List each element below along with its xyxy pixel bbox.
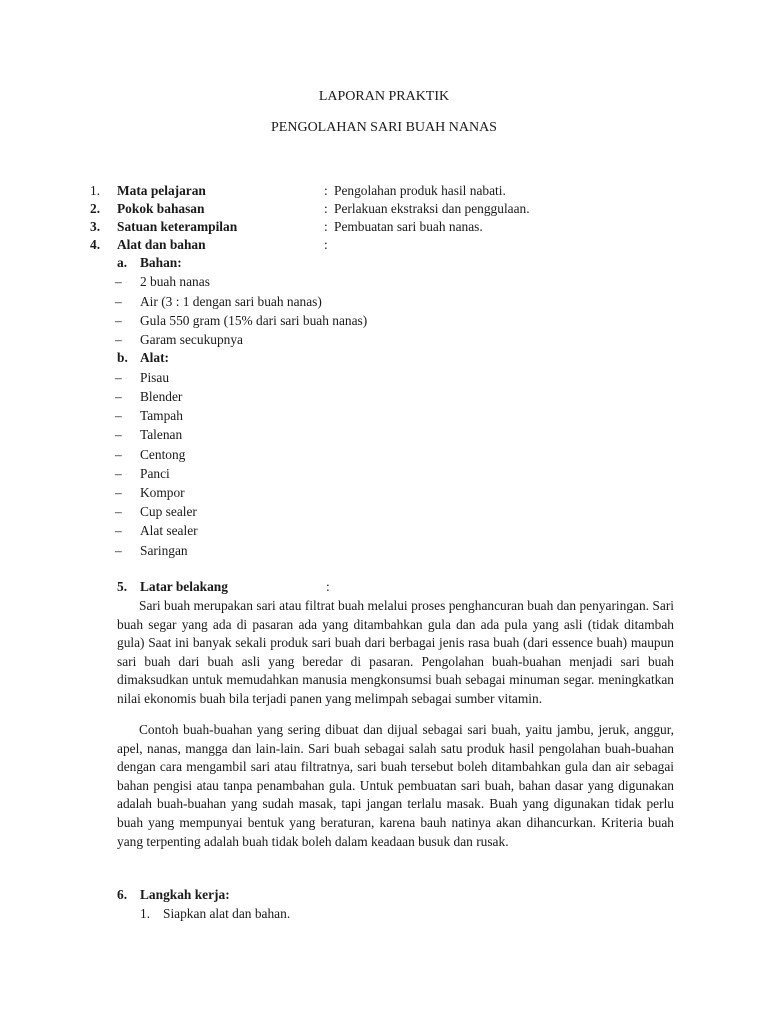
alat-item: Blender	[140, 389, 183, 404]
alat-item: Kompor	[140, 485, 185, 500]
alat-label: Alat:	[140, 350, 170, 365]
dash-bullet: –	[115, 447, 122, 462]
dash-bullet: –	[115, 543, 122, 558]
document-title: LAPORAN PRAKTIK	[318, 89, 450, 104]
bahan-item: Garam secukupnya	[140, 332, 243, 347]
alat-item: Centong	[140, 447, 186, 462]
dash-bullet: –	[115, 370, 122, 385]
dash-bullet: –	[115, 274, 122, 289]
dash-bullet: –	[115, 485, 122, 500]
dash-bullet: –	[115, 523, 122, 538]
section-number: 1.	[90, 183, 101, 198]
dash-bullet: –	[115, 427, 122, 442]
dash-bullet: –	[115, 332, 122, 347]
section-number: 2.	[90, 201, 101, 216]
section-colon: :	[324, 201, 328, 216]
section-colon: :	[326, 579, 330, 594]
section-colon: :	[324, 183, 328, 198]
bahan-item: 2 buah nanas	[140, 274, 210, 289]
latar-paragraph: Sari buah merupakan sari atau filtrat buah melalui proses penghancuran buah dan penyaringan. Sari buah segar yang ada di pasaran ada yang ditambahkan gula dan ada pula yang asli (tidak ditambah gula) Saat ini banyak sekali produk sari buah dari berbagai jenis rasa buah (dari essence buah) maupun sari buah dari buah asli yang beredar di pasaran. Pengolahan buah-buahan menjadi sari buah dimaksudkan untuk memudahkan manusia mengkonsumsi buah sebagai minuman segar. meningkatkan nilai ekonomis buah bila terjadi panen yang melimpah sebagai sumber vitamin.	[117, 598, 674, 706]
alat-item: Panci	[140, 466, 170, 481]
bahan-item: Air (3 : 1 dengan sari buah nanas)	[140, 294, 322, 309]
bahan-item: Gula 550 gram (15% dari sari buah nanas)	[140, 313, 368, 328]
alat-item: Cup sealer	[140, 504, 197, 519]
dash-bullet: –	[115, 504, 122, 519]
dash-bullet: –	[115, 313, 122, 328]
section-label: Alat dan bahan	[117, 237, 206, 252]
alat-item: Talenan	[140, 427, 183, 442]
section-value: Perlakuan ekstraksi dan penggulaan.	[334, 201, 530, 216]
bahan-label: Bahan:	[140, 255, 182, 270]
section-label: Pokok bahasan	[117, 201, 205, 216]
section-label: Satuan keterampilan	[117, 219, 238, 234]
section-number: 4.	[90, 237, 101, 252]
dash-bullet: –	[115, 408, 122, 423]
dash-bullet: –	[115, 466, 122, 481]
alat-item: Alat sealer	[140, 523, 198, 538]
section-number: 3.	[90, 219, 101, 234]
document-subtitle: PENGOLAHAN SARI BUAH NANAS	[271, 120, 497, 135]
section-colon: :	[324, 237, 328, 252]
section-number: 5.	[117, 579, 128, 594]
section-label: Mata pelajaran	[117, 183, 206, 198]
section-value: Pengolahan produk hasil nabati.	[334, 183, 506, 198]
section-value: Pembuatan sari buah nanas.	[334, 219, 483, 234]
section-label: Latar belakang	[140, 579, 228, 594]
step-text: Siapkan alat dan bahan.	[163, 906, 291, 921]
section-colon: :	[324, 219, 328, 234]
alat-item: Saringan	[140, 543, 188, 558]
latar-paragraph: Contoh buah-buahan yang sering dibuat dan dijual sebagai sari buah, yaitu jambu, jeruk, anggur, apel, nanas, mangga dan lain-lain. Sari buah sebagai salah satu produk hasil pengolahan buah-buahan dengan cara mengambil sari atau filtratnya, sari buah tersebut boleh ditambahkan gula dan air sebagai bahan pengisi atau tanpa penambahan gula. Untuk pembuatan sari buah, bahan dasar yang digunakan adalah buah-buahan yang sudah masak, tapi jangan terlalu masak. Buah yang digunakan tidak perlu buah yang mempunyai bentuk yang beraturan, karena bauh natinya akan dihancurkan. Kriteria buah yang terpenting adalah buah tidak boleh dalam keadaan busuk dan rusak.	[117, 722, 674, 849]
dash-bullet: –	[115, 294, 122, 309]
section-number: 6.	[117, 887, 128, 902]
alat-item: Tampah	[140, 408, 183, 423]
alat-item: Pisau	[140, 370, 170, 385]
step-number: 1.	[140, 906, 151, 921]
dash-bullet: –	[115, 389, 122, 404]
alat-marker: b.	[117, 350, 128, 365]
section-label: Langkah kerja:	[140, 887, 230, 902]
bahan-marker: a.	[117, 255, 128, 270]
